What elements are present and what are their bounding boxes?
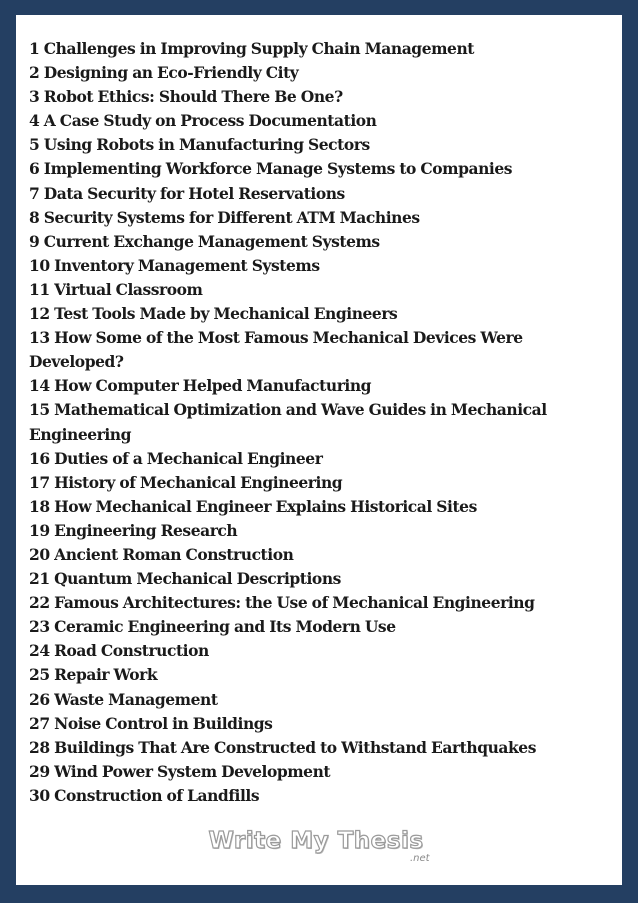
topic-item: 2 Designing an Eco-Friendly City: [29, 63, 299, 83]
topic-item: 9 Current Exchange Management Systems: [29, 231, 380, 251]
topic-item: 4 A Case Study on Process Documentation: [29, 111, 377, 131]
topic-item: 12 Test Tools Made by Mechanical Engineers: [29, 304, 398, 324]
topic-item: 7 Data Security for Hotel Reservations: [29, 183, 345, 203]
logo-wordmark: Write My Thesis: [208, 828, 424, 854]
topic-item: 21 Quantum Mechanical Descriptions: [29, 569, 341, 589]
topic-item: 26 Waste Management: [29, 689, 218, 709]
topic-list: [29, 37, 609, 808]
topic-item: 20 Ancient Roman Construction: [29, 544, 294, 564]
topic-item: 10 Inventory Management Systems: [29, 255, 320, 275]
topic-item: 1 Challenges in Improving Supply Chain Management: [29, 39, 474, 58]
topic-item: 13 How Some of the Most Famous Mechanical Devices Were Developed?: [29, 328, 523, 372]
topic-item: 14 How Computer Helped Manufacturing: [29, 376, 372, 396]
topic-item: 30 Construction of Landfills: [29, 785, 260, 805]
topic-item: 22 Famous Architectures: the Use of Mechanical Engineering: [29, 593, 535, 613]
topic-item: 23 Ceramic Engineering and Its Modern Use: [29, 617, 396, 637]
topic-item: 29 Wind Power System Development: [29, 761, 331, 781]
topic-item: 28 Buildings That Are Constructed to Withstand Earthquakes: [29, 737, 536, 757]
topic-item: 19 Engineering Research: [29, 520, 238, 540]
topic-item: 24 Road Construction: [29, 641, 209, 661]
topic-item: 27 Noise Control in Buildings: [29, 713, 273, 733]
topic-item: 6 Implementing Workforce Manage Systems to Companies: [29, 159, 513, 179]
topic-item: 16 Duties of a Mechanical Engineer: [29, 448, 323, 468]
document-page: [16, 15, 622, 885]
topic-item: 15 Mathematical Optimization and Wave Guides in Mechanical Engineering: [29, 400, 547, 444]
brand-logo: [16, 828, 622, 864]
topic-item: 25 Repair Work: [29, 665, 158, 685]
topic-item: 11 Virtual Classroom: [29, 279, 203, 299]
logo-domain-suffix: .net: [409, 853, 430, 864]
topic-item: 3 Robot Ethics: Should There Be One?: [29, 87, 343, 107]
topic-item: 18 How Mechanical Engineer Explains Historical Sites: [29, 496, 477, 516]
topic-item: 5 Using Robots in Manufacturing Sectors: [29, 135, 370, 155]
topic-item: 17 History of Mechanical Engineering: [29, 472, 343, 492]
topic-item: 8 Security Systems for Different ATM Machines: [29, 207, 420, 227]
